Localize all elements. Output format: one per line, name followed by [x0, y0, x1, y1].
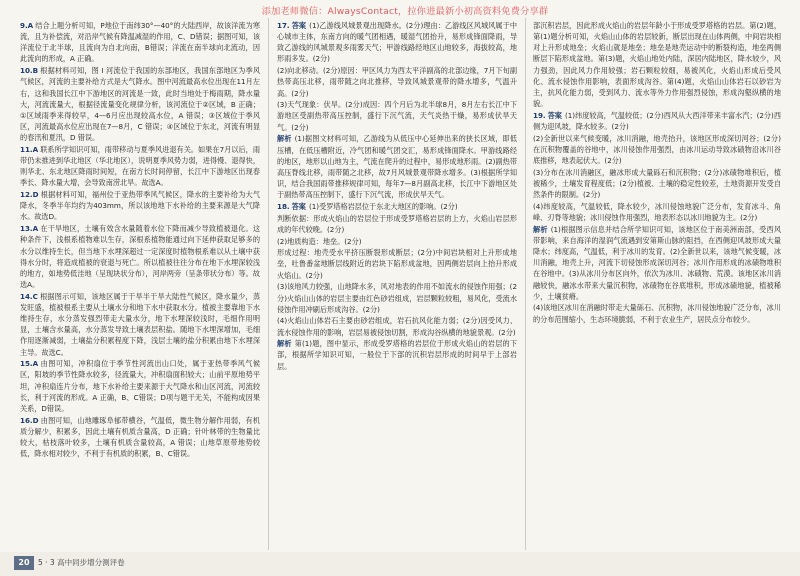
question-number: 18. — [277, 201, 290, 211]
question-number: 15.A — [20, 359, 39, 369]
answer-text: 判断依据：形成火焰山的岩层位于形成受罗塔格岩层的上方，火焰山岩层形成的年代较晚。(2分) — [277, 213, 517, 234]
answer-paragraph — [533, 302, 781, 324]
answer-paragraph — [277, 133, 517, 200]
footer-title: 5 · 3 高中同步增分测评卷 — [38, 558, 125, 567]
answer-label: 解析 — [277, 339, 292, 349]
answer-text: 结合上题分析可知，P地位于南纬30°—40°的大陆西岸，故该洋流为寒流，且为补偿流，对沿岸气候有降温减湿的作用，C、D错误；据图可知，该洋流位于北半球，且流向为自北向南，B错误；洋流在南半球向北流动，因此流向的形成，A 正确。 — [20, 21, 260, 64]
answer-paragraph — [277, 236, 517, 247]
answer-text: 形成过程：地壳受水平挤压断裂形成断层；(2分)中间岩块相对上升形成地垒，吐鲁番盆地断层线附近的岩块下陷形成盆地，因两侧岩层向上抬升形成火焰山。(2分) — [277, 248, 517, 280]
column-divider — [268, 18, 269, 550]
answer-text: (3)分布在冰川消融区，融冰形成大量砾石和沉积物；(2分)冰碛物堆积后，植被稀少，土壤发育程度低；(2分)植被、土壤的稳定性较差，土地资源开发受自然条件的限制。(2分) — [533, 167, 781, 200]
question-number: 12.D — [20, 190, 39, 200]
answer-paragraph — [277, 20, 517, 65]
question-number: 14.C — [20, 291, 38, 301]
answer-paragraph — [20, 415, 260, 460]
answer-paragraph — [277, 65, 517, 98]
answer-text: 根据图示可知，该地区属于干旱半干旱大陆性气候区，降水量少，蒸发旺盛，植被根系主要从土壤水分和地下水中获取水分。植被主要靠地下水维持生存，水分蒸发强烈带走大量水分，地下水埋深较浅时，毛细作用明显，土壤含水量高，水分蒸发导致土壤表层积盐。随地下水埋深增加，毛细作用逐渐减弱，土壤盐分积累程度下降，浅层土壤的盐分积累由地下水埋深主导。故选C。 — [20, 291, 260, 357]
answer-paragraph — [20, 20, 260, 65]
answer-text: (1)根据图示信息并结合所学知识可知，该地区位于南美洲南部，受西风带影响，来自海洋的湿润气流遇到安第斯山脉的阻挡，在西侧迎风坡形成大量降水；纬度高，气温低，利于冰川的发育。(2)全新世以来，该地气候变暖，冰川消融，地壳上升，河流下切侵蚀形成深切河谷；冰川作用形成的冰碛物堆积在谷地中。(3)从冰川分布区向外，依次为冰川、冰碛物、荒漠。该地区冰川消融较快，融冰水带来大量沉积物，冰碛物在谷底堆积，形成冰碛地貌，植被稀少，土壤贫瘠。 — [533, 224, 781, 301]
answer-label: 解析 — [277, 134, 292, 144]
question-number: 16.D — [20, 415, 39, 425]
answer-text: (1)受罗塔格岩层位于东北大地区的影响。(2分) — [308, 201, 458, 211]
answer-text: 部沉积岩层，因此形成火焰山的岩层年龄小于形成受罗塔格的岩层。第(2)题，第(1)题分析可知，火焰山山体的岩层较新，断层出现在山体两侧，中间岩块相对上升形成地垒；火焰山就是地垒；地垒是地壳运动中的断裂构造，地垒两侧断层下陷形成盆地。第(3)题，火焰山地处内陆，深居内陆地区，降水较少，风力强劲，因此风力作用较强；岩石颗粒较细，易被风化，火焰山形成后受风化、流水侵蚀作用影响，表面形成沟谷。第(4)题，火焰山山体岩石以砂岩为主，抗风化能力弱，受到风力、流水等外力作用强烈侵蚀，形成沟壑纵横的地貌。 — [533, 21, 781, 109]
answer-paragraph — [277, 315, 517, 337]
answer-paragraph — [20, 189, 260, 222]
answer-paragraph — [20, 65, 260, 143]
question-number: 10.B — [20, 66, 39, 76]
question-number: 19. — [533, 110, 546, 120]
column-divider — [525, 18, 526, 550]
answer-text: (1)乙游线风城景观出现降水。(2分)理由：乙游线区风城风属于中心城市主体，东南方向的暖气团相遇，暖湿气团抬升，易形成锋面降雨，导致乙游线的风城景观多雨雾天气；甲游线路经地区山地较多，海拔较高，地形雨多发。(2分) — [277, 21, 517, 64]
answer-paragraph — [533, 110, 781, 132]
answer-label: 答案 — [291, 21, 307, 30]
answer-text: (4)火焰山山体岩石主要由砂岩组成，岩石抗风化能力弱；(2分)因受风力、流水侵蚀作用的影响，岩层易被侵蚀切割，形成沟谷纵横的地貌景观。(2分) — [277, 316, 517, 337]
answer-text: (1)据图文材料可知，乙游线为从低压中心延伸出来的狭长区域，即低压槽，在低压槽附近，冷气团和暖气团交汇，易形成锋面降水。甲游线路经的地区，地形以山地为主，气流在爬升的过程中，易形成地形雨。(2)副热带高压脊线北移，雨带随之北移，故7月风城景观带降水增多。(3)根据所学知识，结合我国雨带推移规律可知，每年7—8月副高北移，长江中下游地区处于副热带高压控制下，盛行下沉气流，形成伏旱天气。 — [277, 134, 517, 200]
answer-paragraph — [533, 20, 781, 109]
answer-text: (2)向北移动。(2分)原因：甲区风力为西太平洋副高的北部边缘，7月下旬副热带高压北移，雨带随之向北推移，导致风城景观带的降水增多，气温升高。(2分) — [277, 66, 517, 98]
answer-paragraph — [277, 201, 517, 212]
answer-text: 根据材料可知，图 I 河流位于我国的东部地区，我国东部地区为季风气候区，河流的主要补给方式是大气降水。图中河流最高水位出现在11月左右，这和我国长江中下游地区的河流是一致，此时当地处于梅雨期，降水量大，河流流量大，根据径流量变化规律分析，该河流位于②区域，B 正确；①区域雨季来得较早，4—6月应出现较高水位，A 错误；③区域位于季风区，河流最高水位应出现在7—8月，C 错误；④区域位于东北，河流有明显的春汛和夏汛，D 错误。 — [20, 66, 260, 143]
answer-text: (2)地质构造：地垒。(2分) — [277, 236, 362, 246]
answer-label: 解析 — [533, 224, 548, 234]
answer-text: 由图可知，山地雕琢阜郁带横谷，气温低，微生物分解作用弱，有机质分解少，积累多，因此土壤有机质含量高，D 正确；针叶林带的生物量比较大，枯枝落叶较多，土壤有机质含量较高，A 错误；山地草原带地势较低，降水相对较少，不利于有机质的积累，B、C错误。 — [20, 415, 260, 459]
answer-paragraph — [533, 167, 781, 200]
middle-column — [277, 20, 517, 372]
answer-paragraph — [20, 291, 260, 358]
left-column — [20, 20, 260, 460]
answer-label: 答案 — [291, 201, 306, 211]
answer-text: 由图可知，冲积扇位于季节性河流出山口处，属于亚热带季风气候区，阳坡的季节性降水较多，径流量大，冲积扇面积较大；山前平原地势平坦，冲积扇连片分布，地下水补给主要来源于大气降水和山区河流，河流较长，利于河流的形成。A 正确，B、C错误；D项与题干无关，不能构成因果关系，D错误。 — [20, 359, 260, 413]
answer-paragraph — [277, 281, 517, 314]
answer-label: 答案 — [547, 110, 562, 120]
page-number: 20 — [14, 556, 34, 570]
answer-text: 根据材料可知，福州位于亚热带季风气候区，降水的主要补给为大气降水，冬季半年均约为403mm，所以该地地下水补给的主要来源是大气降水。故选D。 — [20, 190, 260, 222]
question-number: 9.A — [20, 21, 34, 30]
answer-text: (1)纬度较高，气温较低；(2分)西风从大西洋带来丰富水汽；(2分)西侧为迎风坡，降水较多。(2分) — [533, 110, 781, 131]
answer-text: 第(1)题，图中显示，形成受罗塔格的岩层位于形成火焰山的岩层的下部，根据所学知识可知，一般位于下部的沉积岩层形成的时间早于上部岩层。 — [277, 339, 517, 371]
answer-paragraph — [20, 358, 260, 414]
answer-paragraph — [20, 144, 260, 189]
answer-paragraph — [277, 338, 517, 371]
watermark: 添加老师微信：AlwaysContact，拉你进最新小初高资料免费分享群 — [261, 6, 549, 17]
answer-text: 在干旱地区，土壤有效含水量随着水位下降而减少导致植被退化。这种条件下，浅根系植物难以生存，深根系植物能通过向下延伸获取足够多的水分以维持生长，但当地下水埋深超过一定深度时植物根系难以从土壤中获得水分时，将造成植被的衰退与死亡。所以植被往往分布在地下水埋深较浅的地方，如地势低洼地（呈现块状分布），河岸两旁（呈条带状分布）等。故选A。 — [20, 224, 260, 289]
answer-paragraph — [533, 133, 781, 166]
question-number: 13.A — [20, 224, 39, 234]
question-number: 17. — [277, 21, 290, 30]
answer-text: (3)该地风力较强，山地降水多，风对地表的作用不如流水的侵蚀作用强；(2分)火焰山山体的岩层主要由红色砂岩组成，岩层颗粒较粗，易风化，受流水侵蚀作用冲刷后形成沟谷。(2分) — [277, 282, 517, 314]
answer-paragraph — [277, 99, 517, 132]
answer-text: (2)全新世以来气候变暖，冰川消融，地壳抬升，该地区形成深切河谷；(2分)在沉积物覆盖的谷地中，冰川侵蚀作用强烈，由冰川运动导致冰碛物沿冰川谷底推移，地表起伏大。(2分) — [533, 133, 781, 166]
answer-text: (4)该地区冰川在消融时带走大量砾石、沉积物，冰川侵蚀地貌广泛分布，冰川的分布范围缩小，生态环境脆弱，不利于农业生产，居民点分布较少。 — [533, 303, 781, 324]
right-column — [533, 20, 781, 325]
answer-paragraph — [533, 224, 781, 302]
answer-paragraph — [20, 223, 260, 290]
answer-paragraph — [533, 201, 781, 223]
answer-paragraph — [277, 247, 517, 280]
answer-text: (4)纬度较高，气温较低，降水较少，冰川侵蚀地貌广泛分布，发育冰斗、角峰、刃脊等地貌；冰川侵蚀作用强烈，地表形态以冰川地貌为主。(2分) — [533, 201, 781, 223]
question-number: 11.A — [20, 144, 39, 154]
answer-text: (3)天气现象：伏旱。(2分)成因：四个月后为北半球8月，8月左右长江中下游地区受副热带高压控制，盛行下沉气流，天气炎热干燥，易形成伏旱天气。(2分) — [277, 100, 517, 132]
answer-text: 联系所学知识可知，雨带移动与夏季风进退有关。如果在7月以后，雨带仍未推进到华北地区（华北地区），说明夏季风势力弱，进得慢、退得快，则华北、东北地区降雨时间短，在南方长时间停留，长江中下游地区出现春季长、降水量大增，会导致南涝北旱。故选A。 — [20, 144, 260, 188]
answer-paragraph — [277, 213, 517, 235]
